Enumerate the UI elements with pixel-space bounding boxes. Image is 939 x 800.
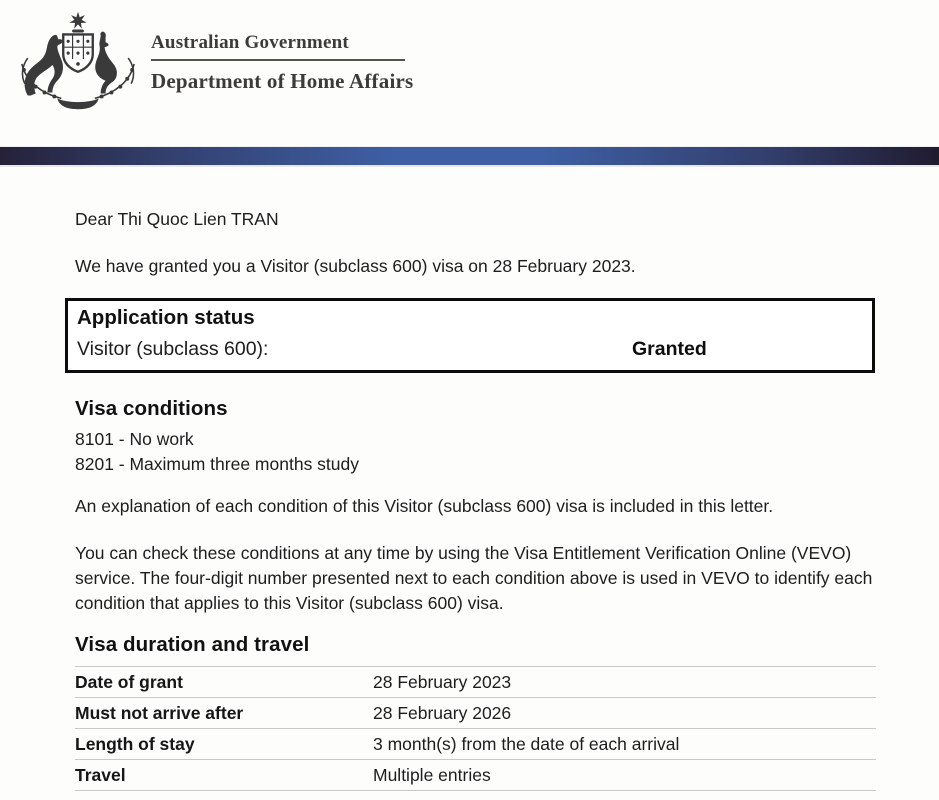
visa-duration-table	[75, 666, 876, 791]
row-value: 28 February 2026	[373, 698, 876, 729]
agency-title-block	[151, 8, 413, 93]
row-label: Must not arrive after	[75, 698, 373, 729]
row-label: Travel	[75, 760, 373, 791]
kangaroo-icon	[25, 35, 63, 96]
table-row	[75, 698, 876, 729]
conditions-explanation: An explanation of each condition of this Visitor (subclass 600) visa is included in this letter.	[75, 496, 774, 516]
emu-icon	[95, 32, 117, 94]
application-status-title: Application status	[77, 306, 255, 329]
condition-item: 8201 - Maximum three months study	[75, 454, 360, 474]
row-label: Date of grant	[75, 667, 373, 698]
commonwealth-star-icon	[69, 12, 86, 29]
visa-conditions-heading: Visa conditions	[75, 397, 228, 420]
condition-item: 8101 - No work	[75, 429, 194, 449]
table-row	[75, 729, 876, 760]
decorative-gradient-bar	[0, 147, 939, 165]
row-value: 28 February 2023	[373, 667, 876, 698]
row-value: Multiple entries	[373, 760, 876, 791]
row-label: Length of stay	[75, 729, 373, 760]
salutation: Dear Thi Quoc Lien TRAN	[75, 209, 279, 229]
status-value: Granted	[632, 338, 707, 360]
table-row	[75, 667, 876, 698]
letterhead	[0, 0, 939, 114]
banner-scroll-icon	[57, 98, 98, 109]
vevo-note: You can check these conditions at any time by using the Visa Entitlement Verification Online (VEVO) service. The four-digit number presented next to each condition above is used in VEVO to identify each condition that applies to this Visitor (subclass 600) visa.	[75, 543, 873, 613]
row-value: 3 month(s) from the date of each arrival	[373, 729, 876, 760]
table-row	[75, 760, 876, 791]
application-status-box	[65, 298, 875, 373]
australian-coat-of-arms-icon	[14, 8, 142, 114]
grant-intro-line: We have granted you a Visitor (subclass 600) visa on 28 February 2023.	[75, 256, 636, 276]
government-title: Australian Government	[151, 32, 349, 53]
letter-body	[0, 209, 939, 791]
letterhead-divider	[151, 59, 405, 61]
department-title: Department of Home Affairs	[151, 69, 414, 93]
visa-subclass-label: Visitor (subclass 600):	[77, 338, 269, 360]
visa-duration-heading: Visa duration and travel	[75, 633, 310, 656]
application-status-row	[77, 337, 872, 361]
